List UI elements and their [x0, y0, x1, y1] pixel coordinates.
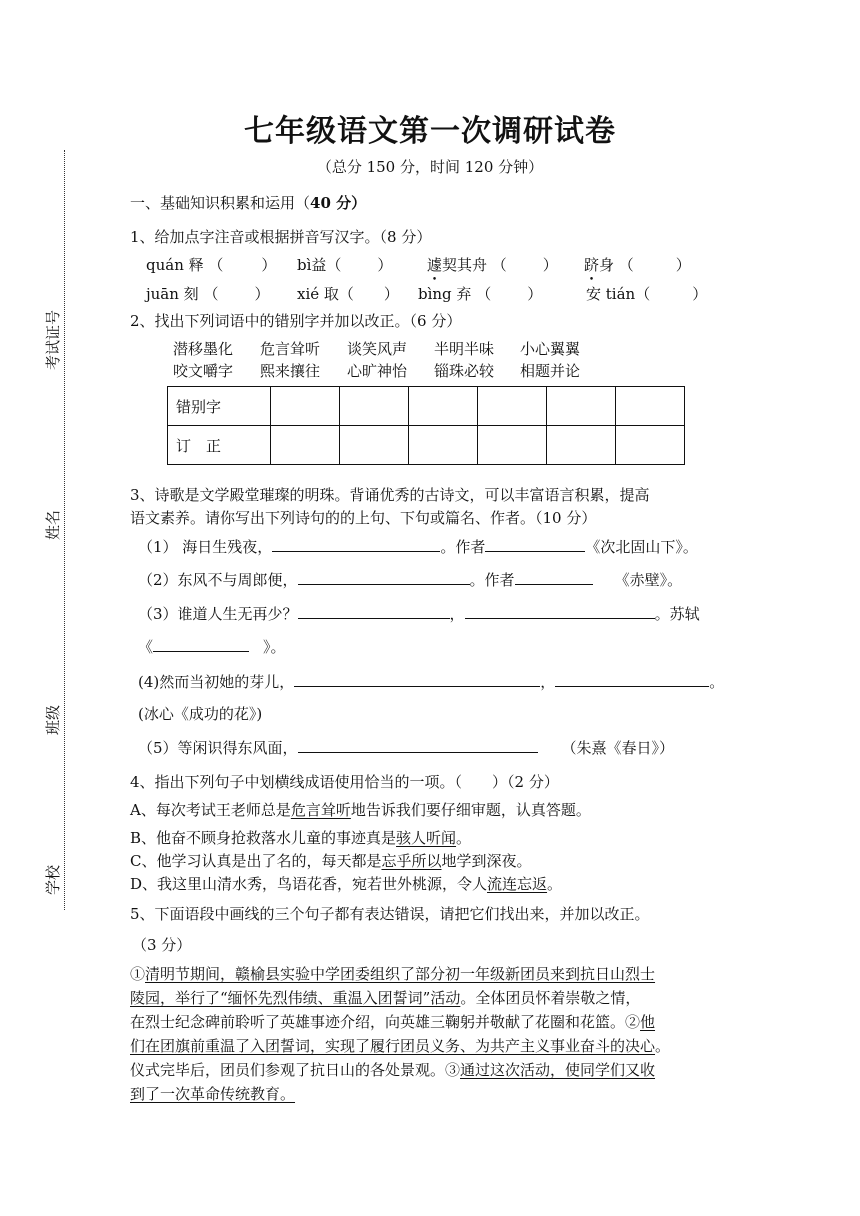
page-title: 七年级语文第一次调研试卷: [244, 114, 616, 149]
page-subtitle: （总分 150 分，时间 120 分钟）: [316, 158, 544, 176]
q4-option-a[interactable]: A、每次考试王老师总是危言耸听地告诉我们要仔细审题，认真答题。: [130, 801, 591, 819]
q1-row2-item4: 安 tián（ ）: [586, 285, 708, 303]
passage-line: 在烈士纪念碑前聆听了英雄事迹介绍，向英雄三鞠躬并敬献了花圈和花篮。②他: [130, 1013, 656, 1031]
q1-row2-item3: bìng 弃 （ ）: [418, 285, 543, 303]
side-label-exam-id: 考试证号: [44, 309, 62, 370]
q3-item4-source: (冰心《成功的花》): [138, 705, 263, 723]
q3-item5: （5）等闲识得东风面， （朱熹《春日》）: [138, 739, 675, 757]
q2-word: 熙来攘往: [260, 362, 321, 380]
q1-row1-item4: 跻身 （ ）: [584, 256, 691, 274]
answer-cell[interactable]: [340, 387, 409, 426]
q2-stem: 2、找出下列词语中的错别字并加以改正。（6 分）: [130, 312, 462, 330]
q3-stem-line2: 语文素养。请你写出下列诗句的的上句、下句或篇名、作者。（10 分）: [130, 509, 597, 527]
q1-row1-item1: quán 释 （ ）: [146, 256, 277, 274]
answer-blank[interactable]: [298, 738, 538, 753]
passage-line: 仪式完毕后，团员们参观了抗日山的各处景观。③通过这次活动，使同学们又收: [130, 1061, 656, 1079]
q1-row2-item2: xié 取（ ）: [297, 285, 399, 303]
q2-word: 锱珠必较: [434, 362, 495, 380]
q1-row1-item2: bì益（ ）: [297, 256, 393, 274]
q5-passage: [130, 962, 732, 1106]
q3-item4: (4)然而当初她的芽儿， ， 。: [138, 673, 725, 691]
q3-item3-title: 《 》。: [138, 638, 286, 656]
answer-blank[interactable]: [153, 637, 249, 652]
answer-cell[interactable]: [478, 426, 547, 465]
q2-word: 谈笑风声: [347, 340, 408, 358]
answer-cell[interactable]: [478, 387, 547, 426]
passage-line: 们在团旗前重温了入团誓词，实现了履行团员义务、为共产主义事业奋斗的决心。: [130, 1037, 671, 1055]
answer-blank[interactable]: [272, 537, 440, 552]
q2-word: 小心翼翼: [520, 340, 581, 358]
q3-stem-line1: 3、诗歌是文学殿堂璀璨的明珠。背诵优秀的古诗文，可以丰富语言积累，提高: [130, 486, 650, 504]
q2-word: 咬文嚼字: [173, 362, 234, 380]
answer-blank[interactable]: [485, 537, 585, 552]
q3-item1: （1） 海日生残夜， 。作者 《次北固山下》。: [138, 538, 698, 556]
section-heading: 一、基础知识积累和运用（40 分）: [130, 194, 367, 212]
answer-blank[interactable]: [515, 570, 593, 585]
answer-cell[interactable]: [271, 426, 340, 465]
q2-word: 潜移墨化: [173, 340, 234, 358]
passage-line: ①清明节期间，赣榆县实验中学团委组织了部分初一年级新团员来到抗日山烈士: [130, 965, 656, 983]
answer-blank[interactable]: [298, 604, 450, 619]
q3-item3: （3）谁道人生无再少？ ， 。苏轼: [138, 605, 700, 623]
correction-table: [167, 386, 685, 465]
q5-score: （3 分）: [132, 936, 192, 954]
answer-blank[interactable]: [298, 570, 470, 585]
answer-cell[interactable]: [271, 387, 340, 426]
answer-cell[interactable]: [616, 426, 685, 465]
q4-option-b[interactable]: B、他奋不顾身抢救落水儿童的事迹真是骇人听闻。: [130, 829, 472, 847]
q3-item2: （2）东风不与周郎便， 。作者 《赤壁》。: [138, 571, 683, 589]
q1-row1-item3: 遽契其舟 （ ）: [427, 256, 558, 274]
answer-cell[interactable]: [547, 387, 616, 426]
q2-word: 危言耸听: [260, 340, 321, 358]
answer-blank[interactable]: [555, 672, 709, 687]
answer-cell[interactable]: [409, 387, 478, 426]
binding-dotted-line: [64, 150, 65, 910]
q4-option-d[interactable]: D、我这里山清水秀，鸟语花香，宛若世外桃源，令人流连忘返。: [130, 875, 563, 893]
answer-cell[interactable]: [616, 387, 685, 426]
q5-stem: 5、下面语段中画线的三个句子都有表达错误，请把它们找出来，并加以改正。: [130, 905, 650, 923]
q2-word: 半明半味: [434, 340, 495, 358]
answer-cell[interactable]: [547, 426, 616, 465]
answer-cell[interactable]: [409, 426, 478, 465]
answer-cell[interactable]: [340, 426, 409, 465]
passage-line: 到了一次革命传统教育。: [130, 1085, 296, 1103]
answer-blank[interactable]: [465, 604, 655, 619]
table-header-wrong: 错别字: [168, 387, 271, 426]
q4-stem: 4、指出下列句子中划横线成语使用恰当的一项。（ ）（2 分）: [130, 773, 559, 791]
table-row: [168, 426, 685, 465]
q2-word: 心旷神怡: [347, 362, 408, 380]
q4-option-c[interactable]: C、他学习认真是出了名的，每天都是忘乎所以地学到深夜。: [130, 852, 532, 870]
table-header-correct: 订 正: [168, 426, 271, 465]
q1-row2-item1: juān 刻 （ ）: [146, 285, 270, 303]
table-row: [168, 387, 685, 426]
answer-blank[interactable]: [294, 672, 540, 687]
side-label-class: 班级: [44, 704, 62, 735]
side-label-school: 学校: [44, 864, 62, 895]
q2-word: 相题并论: [520, 362, 581, 380]
q1-stem: 1、给加点字注音或根据拼音写汉字。（8 分）: [130, 228, 432, 246]
passage-line: 陵园，举行了“缅怀先烈伟绩、重温入团誓词”活动。全体团员怀着崇敬之情，: [130, 989, 641, 1007]
side-label-name: 姓名: [44, 509, 62, 540]
